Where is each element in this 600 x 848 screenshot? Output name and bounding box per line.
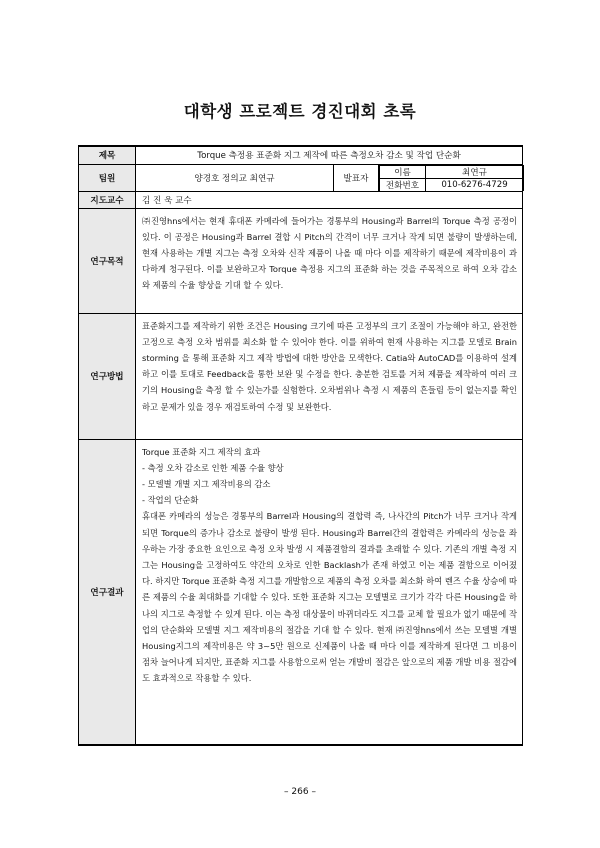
subject-label: 제목	[79, 146, 136, 164]
result-bullet: - 작업의 단순화	[142, 495, 199, 506]
method-text	[136, 313, 523, 439]
advisor-label: 지도교수	[79, 191, 136, 208]
phone-label: 전화번호	[380, 178, 426, 191]
abstract-table	[78, 145, 523, 746]
purpose-paragraph: ㈜진영hns에서는 현재 휴대폰 카메라에 들어가는 경통부의 Housing과 Barrel의 Torque 측정 공정이 있다. 이 공정은 Housing과 Barrel 결합 시 Pitch의 간격이 너무 크거나 작게 되면 불량이 발생하는데, 현재 사용하는 개별 지그는 측정 오차와 신작 제품이 나올 때 마다 이를 제작하기 때문에 제작비용이 과다하게 청구된다. 이를 보완하고자 Torque 측정용 지그의 표준화 하는 것을 주목적으로 하여 오차 감소와 제품의 수율 향상을 기대 할 수 있다.	[142, 215, 518, 291]
result-paragraph: 휴대폰 카메라의 성능은 경통부의 Barrel과 Housing의 결합력 즉, 나사간의 Pitch가 너무 크거나 작게 되면 Torque의 증가나 감소로 불량이 발생 된다. Housing과 Barrel간의 결합력은 카메라의 성능을 좌우하는 가장 중요한 요인으로 측정 오차 발생 시 제품결함의 결과를 초래할 수 있다. 기존의 개별 측정 지그는 Housing을 고정하여도 약간의 오차로 인한 Backlash가 존재 하였고 이는 제품 결함으로 이어졌다. 하지만 Torque 표준화 측정 지그를 개발함으로 제품의 측정 오차를 최소화 하여 렌즈 수율 상승에 따른 제품의 수율 최대화를 기대할 수 있다. 또한 표준화 지그는 모델별로 크기가 각각 다른 Housing을 하나의 지그로 측정할 수 있게 된다. 이는 측정 대상물이 바뀌더라도 지그를 교체 할 필요가 없기 때문에 작업의 단순화와 모델별 지그 제작비용의 절감을 기대 할 수 있다. 현재 ㈜진영hns에서 쓰는 모델별 개별 Housing지그의 제작비용은 약 3~5만 원으로 신제품이 나올 때 마다 이를 제작하게 된다면 그 비용이 점차 늘어나게 되지만, 표준화 지그를 사용함으로써 얻는 개발비 절감은 앞으로의 제품 개발 비용 절감에도 효과적으로 작용할 수 있다.	[142, 511, 518, 684]
name-value: 최연규	[426, 165, 524, 178]
presenter-info	[379, 165, 524, 191]
method-label: 연구방법	[79, 313, 136, 439]
team-label: 팀원	[79, 164, 136, 191]
presenter-label: 발표자	[334, 164, 379, 191]
document-title: 대학생 프로젝트 경진대회 초록	[183, 102, 417, 121]
method-paragraph: 표준화지그를 제작하기 위한 조건은 Housing 크기에 따른 고정부의 크기 조절이 가능해야 하고, 완전한 고정으로 측정 오차 범위를 최소화 할 수 있어야 한다. 이를 위하여 현재 사용하는 지그를 모델로 Brain storming 을 통해 표준화 지그 제작 방법에 대한 방안을 모색한다. Catia와 AutoCAD를 이용하여 설계 하고 이를 토대로 Feedback을 통한 보완 및 수정을 한다. 충분한 검토를 거쳐 제품을 제작하여 여러 크기의 Housing을 측정 할 수 있는가를 실험한다. 오차범위나 측정 시 제품의 흔들림 등이 없는지를 확인하고 문제가 있을 경우 재검토하여 수정 및 보완한다.	[142, 320, 518, 412]
result-text	[136, 439, 523, 745]
purpose-text	[136, 208, 523, 313]
result-label: 연구결과	[79, 439, 136, 745]
result-bullet: - 모델별 개별 지그 제작비용의 감소	[142, 478, 271, 489]
subject-value: Torque 측정용 표준화 지그 제작에 따른 측정오차 감소 및 작업 단순화	[136, 146, 523, 164]
purpose-label: 연구목적	[79, 208, 136, 313]
result-bullet: - 측정 오차 감소로 인한 제품 수율 향상	[142, 462, 284, 473]
team-members: 양경호 정의교 최연규	[136, 164, 334, 191]
page-number: – 266 –	[284, 787, 316, 797]
result-heading: Torque 표준화 지그 제작의 효과	[142, 446, 261, 457]
advisor-value: 김 진 욱 교수	[136, 191, 523, 208]
phone-value: 010-6276-4729	[426, 178, 524, 191]
name-label: 이름	[380, 165, 426, 178]
